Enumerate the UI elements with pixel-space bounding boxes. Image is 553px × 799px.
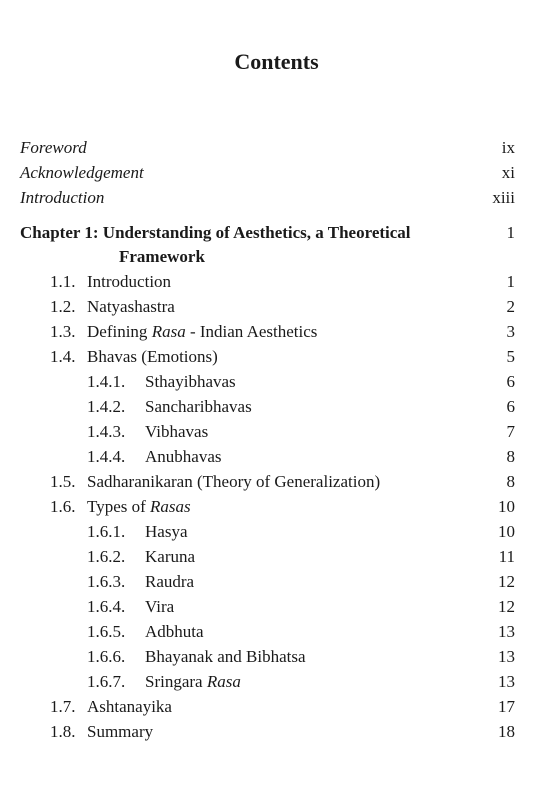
- toc-entry-text: Vira: [145, 597, 175, 616]
- toc-entry-number: 1.6.2.: [87, 547, 126, 566]
- toc-entry-text: Sancharibhavas: [145, 397, 252, 416]
- toc-entry-number: 1.6.5.: [87, 622, 126, 641]
- toc-entry-number: 1.6.1.: [87, 522, 126, 541]
- toc-page-number: 8: [506, 447, 515, 466]
- toc-page-number: 8: [506, 472, 515, 491]
- toc-entry-number: 1.1.: [50, 272, 76, 291]
- toc-entry-text-italic: Rasas: [150, 497, 191, 516]
- toc-row-foreword: [0, 135, 553, 160]
- toc-entry-number: 1.7.: [50, 697, 76, 716]
- toc-entry-number: 1.3.: [50, 322, 76, 341]
- toc-entry-text: Adbhuta: [145, 622, 204, 641]
- toc-entry-number: 1.6.3.: [87, 572, 126, 591]
- toc-entry-text: Ashtanayika: [87, 697, 172, 716]
- toc-page-number: 6: [506, 372, 515, 391]
- toc-entry-text: Bhayanak and Bibhatsa: [145, 647, 306, 666]
- page-title: Contents: [234, 49, 319, 74]
- toc-page-number: 13: [498, 622, 515, 641]
- toc-entry-text: Bhavas (Emotions): [87, 347, 218, 366]
- toc-row-introduction: [0, 185, 553, 210]
- toc-entry-text: [87, 494, 191, 519]
- toc-page-number: 2: [506, 297, 515, 316]
- toc-row: [0, 544, 553, 569]
- toc-row: [0, 594, 553, 619]
- toc-entry-text-italic: Rasa: [151, 322, 186, 341]
- toc-page-number: 1: [506, 223, 515, 242]
- toc-entry-text-part: - Indian Aesthetics: [185, 322, 318, 341]
- toc-page-number: ix: [501, 138, 515, 157]
- toc-row: [0, 644, 553, 669]
- toc-row: [0, 569, 553, 594]
- toc-row: [0, 369, 553, 394]
- toc-page-number: 18: [498, 722, 515, 741]
- toc-label: Foreword: [20, 138, 87, 157]
- toc-entry-number: 1.4.3.: [87, 422, 126, 441]
- toc-page-number: 6: [506, 397, 515, 416]
- toc-page-number: xiii: [492, 188, 515, 207]
- toc-row: [0, 469, 553, 494]
- toc-row: [0, 494, 553, 519]
- toc-row: [0, 619, 553, 644]
- toc-entry-text: Summary: [87, 722, 154, 741]
- toc-page-number: xi: [501, 163, 515, 182]
- toc-row: [0, 419, 553, 444]
- toc-entry-number: 1.4.1.: [87, 372, 126, 391]
- toc-row: [0, 269, 553, 294]
- toc-entry-text-part: Defining: [87, 322, 152, 341]
- toc-entry-text: Sthayibhavas: [145, 372, 236, 391]
- toc-page-number: 11: [498, 547, 515, 566]
- toc-entry-number: 1.6.: [50, 497, 76, 516]
- toc-entry-text-part: Sringara: [145, 672, 207, 691]
- chapter-title-line2: Framework: [119, 247, 205, 266]
- toc-entry-text: Sadharanikaran (Theory of Generalization): [87, 472, 381, 491]
- toc-entry-number: 1.6.4.: [87, 597, 126, 616]
- toc-entry-number: 1.4.2.: [87, 397, 126, 416]
- toc-page-number: 12: [498, 572, 515, 591]
- toc-row: [0, 719, 553, 744]
- toc-entry-text: Anubhavas: [145, 447, 222, 466]
- toc-chapter-heading: [0, 220, 553, 245]
- toc-page-number: 3: [506, 322, 515, 341]
- toc-entry-text-part: Types of: [87, 497, 151, 516]
- toc-entry-number: 1.6.6.: [87, 647, 126, 666]
- toc-page-number: 17: [498, 697, 515, 716]
- toc-row: [0, 394, 553, 419]
- toc-label: Introduction: [20, 188, 105, 207]
- toc-entry-text-italic: Rasa: [206, 672, 241, 691]
- toc-entry-number: 1.6.7.: [87, 672, 126, 691]
- toc-entry-number: 1.4.: [50, 347, 76, 366]
- toc-page-number: 13: [498, 672, 515, 691]
- toc-entry-text: Vibhavas: [145, 422, 209, 441]
- toc-page-number: 10: [498, 497, 515, 516]
- toc-entry-text: [145, 669, 241, 694]
- toc-row: [0, 694, 553, 719]
- toc-row: [0, 294, 553, 319]
- toc-entry-number: 1.5.: [50, 472, 76, 491]
- toc-page-number: 13: [498, 647, 515, 666]
- toc-entry-number: 1.4.4.: [87, 447, 126, 466]
- toc-entry-text: Introduction: [87, 272, 172, 291]
- toc-entry-text: [87, 319, 317, 344]
- toc-page-number: 1: [506, 272, 515, 291]
- toc-entry-text: Karuna: [145, 547, 196, 566]
- toc-entry-text: Hasya: [145, 522, 188, 541]
- toc-page-number: 12: [498, 597, 515, 616]
- toc-row: [0, 669, 553, 694]
- toc-entry-text: Raudra: [145, 572, 195, 591]
- toc-page-number: 5: [506, 347, 515, 366]
- toc-entry-number: 1.2.: [50, 297, 76, 316]
- toc-row: [0, 344, 553, 369]
- toc-row: [0, 519, 553, 544]
- toc-row: [0, 444, 553, 469]
- toc-entry-number: 1.8.: [50, 722, 76, 741]
- toc-row: [0, 319, 553, 344]
- toc-page-number: 10: [498, 522, 515, 541]
- toc-entry-text: Natyashastra: [87, 297, 175, 316]
- chapter-title-line1: Chapter 1: Understanding of Aesthetics, a Theoretical: [20, 223, 411, 242]
- toc-row-acknowledgement: [0, 160, 553, 185]
- toc-label: Acknowledgement: [20, 163, 144, 182]
- toc-page-number: 7: [506, 422, 515, 441]
